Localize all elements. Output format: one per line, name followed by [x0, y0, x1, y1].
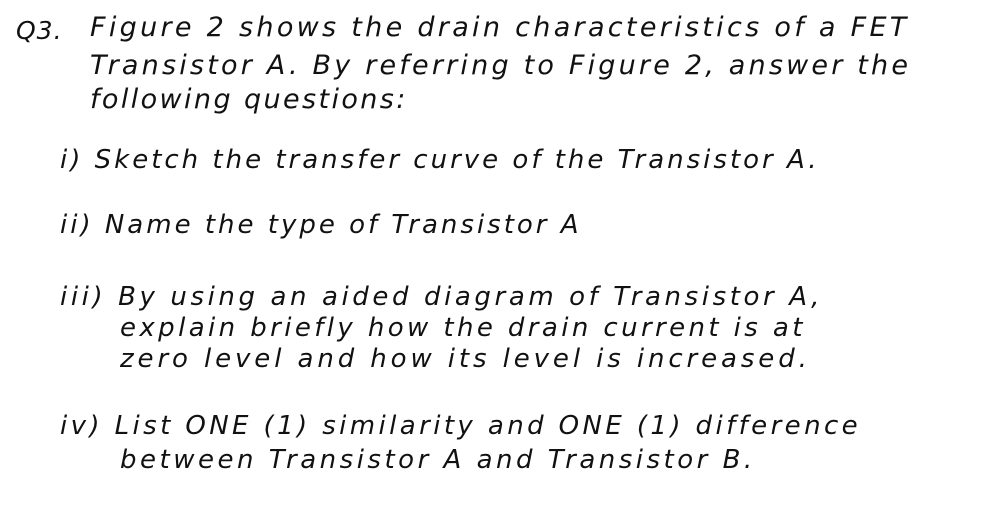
- question-number: Q3.: [16, 16, 63, 45]
- part-i-line-1: i) Sketch the transfer curve of the Transistor A.: [60, 145, 820, 175]
- part-iii-line-3: zero level and how its level is increased.: [120, 344, 811, 374]
- part-iii-line-1: iii) By using an aided diagram of Transistor A,: [60, 282, 823, 312]
- part-iv-line-2: between Transistor A and Transistor B.: [120, 445, 756, 475]
- question-intro-line-3: following questions:: [90, 84, 408, 115]
- part-iv-line-1: iv) List ONE (1) similarity and ONE (1) difference: [60, 411, 862, 441]
- question-intro-line-2: Transistor A. By referring to Figure 2, answer the: [90, 50, 912, 81]
- question-intro-line-1: Figure 2 shows the drain characteristics of a FET: [90, 12, 910, 43]
- part-ii-line-1: ii) Name the type of Transistor A: [60, 210, 582, 240]
- part-iii-line-2: explain briefly how the drain current is at: [120, 313, 806, 343]
